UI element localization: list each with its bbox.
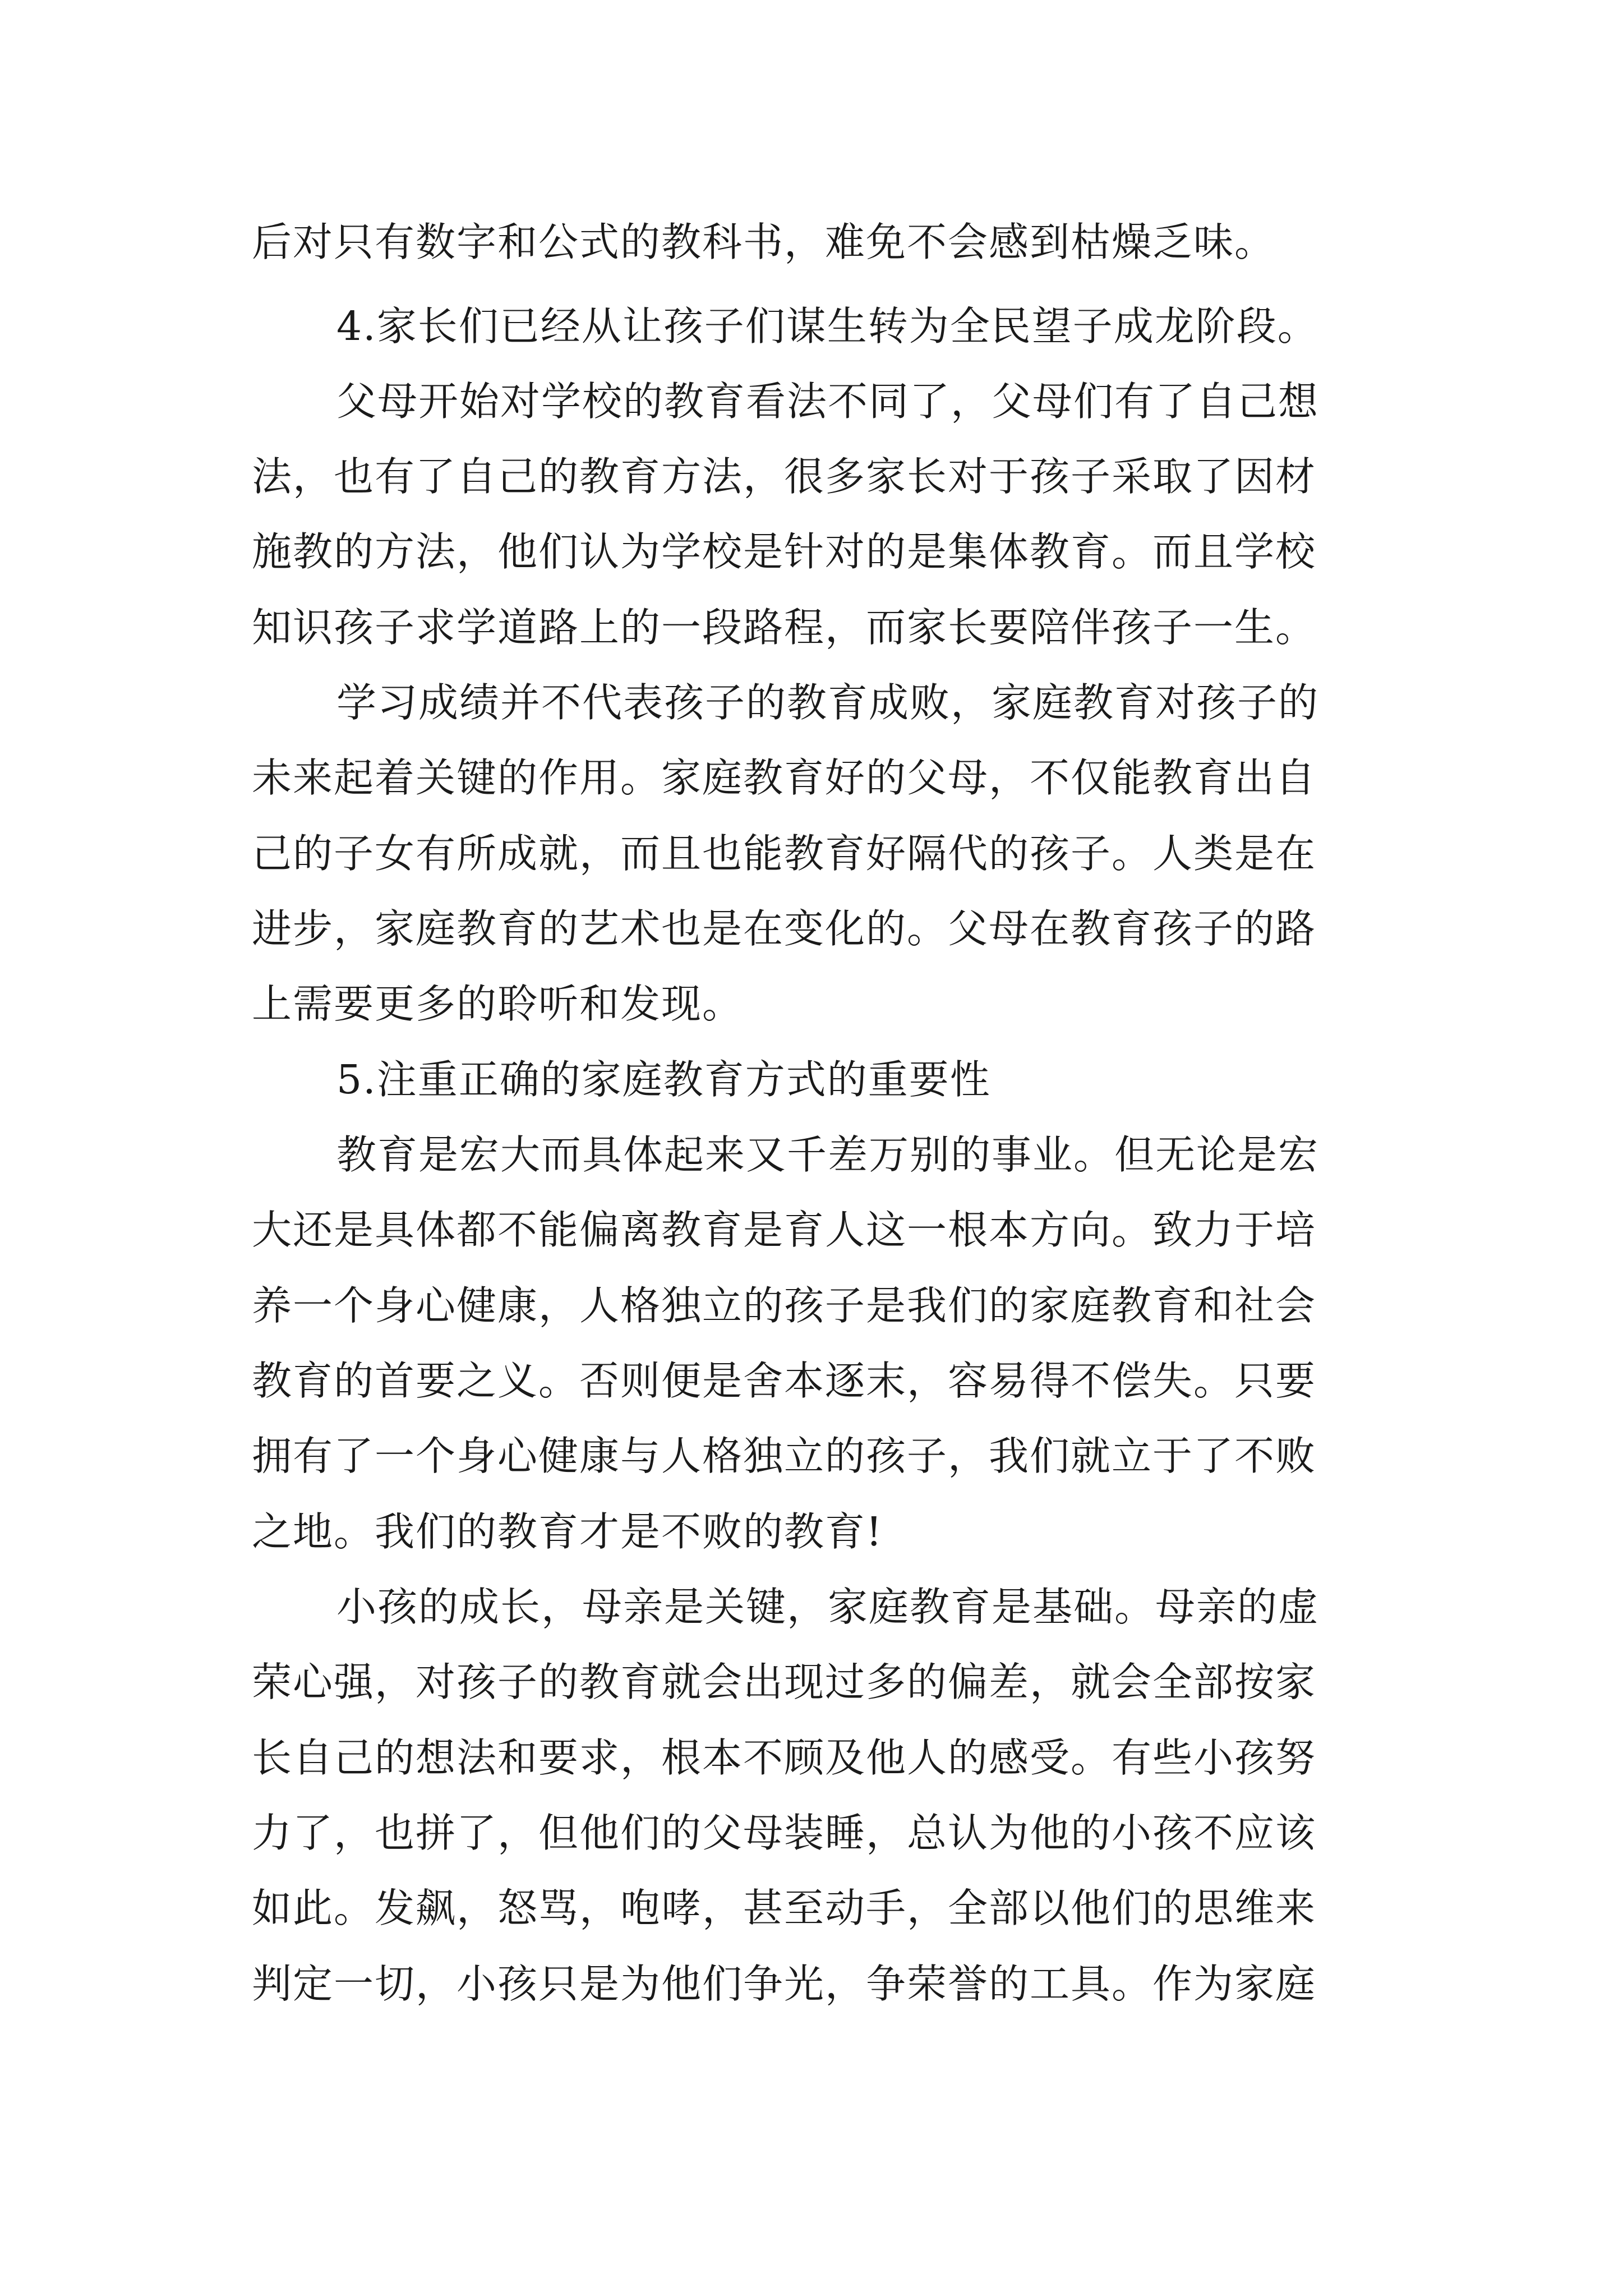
section-heading: 5.注重正确的家庭教育方式的重要性 xyxy=(336,1056,991,1103)
text-line: 知识孩子求学道路上的一段路程，而家长要陪伴孩子一生。 xyxy=(252,604,1317,651)
text-line: 小孩的成长，母亲是关键，家庭教育是基础。母亲的虚 xyxy=(336,1584,1320,1630)
text-line: 学习成绩并不代表孩子的教育成败，家庭教育对孩子的 xyxy=(336,679,1320,726)
text-line: 长自己的想法和要求，根本不顾及他人的感受。有些小孩努 xyxy=(252,1734,1317,1781)
text-line: 教育的首要之义。否则便是舍本逐末，容易得不偿失。只要 xyxy=(252,1358,1317,1404)
text-line: 拥有了一个身心健康与人格独立的孩子，我们就立于了不败 xyxy=(252,1433,1317,1479)
text-line: 养一个身心健康，人格独立的孩子是我们的家庭教育和社会 xyxy=(252,1282,1317,1329)
text-line: 施教的方法，他们认为学校是针对的是集体教育。而且学校 xyxy=(252,528,1317,575)
text-line: 教育是宏大而具体起来又千差万别的事业。但无论是宏 xyxy=(336,1131,1320,1178)
text-line: 进步，家庭教育的艺术也是在变化的。父母在教育孩子的路 xyxy=(252,905,1317,952)
text-line: 之地。我们的教育才是不败的教育! xyxy=(252,1508,883,1555)
section-heading: 4.家长们已经从让孩子们谋生转为全民望子成龙阶段。 xyxy=(336,303,1318,349)
text-line: 大还是具体都不能偏离教育是育人这一根本方向。致力于培 xyxy=(252,1207,1317,1253)
text-line: 法，也有了自己的教育方法，很多家长对于孩子采取了因材 xyxy=(252,453,1317,500)
text-line: 判定一切，小孩只是为他们争光，争荣誉的工具。作为家庭 xyxy=(252,1961,1317,2007)
text-line: 力了，也拼了，但他们的父母装睡，总认为他的小孩不应该 xyxy=(252,1810,1317,1856)
text-line: 上需要更多的聆听和发现。 xyxy=(252,981,744,1027)
text-line: 如此。发飙，怒骂，咆哮，甚至动手，全部以他们的思维来 xyxy=(252,1885,1317,1931)
text-line: 未来起着关键的作用。家庭教育好的父母，不仅能教育出自 xyxy=(252,754,1317,801)
text-line: 荣心强，对孩子的教育就会出现过多的偏差，就会全部按家 xyxy=(252,1659,1317,1705)
text-line: 后对只有数字和公式的教科书，难免不会感到枯燥乏味。 xyxy=(252,219,1276,265)
text-line: 父母开始对学校的教育看法不同了，父母们有了自己想 xyxy=(336,378,1320,425)
text-line: 己的子女有所成就，而且也能教育好隔代的孩子。人类是在 xyxy=(252,830,1317,877)
